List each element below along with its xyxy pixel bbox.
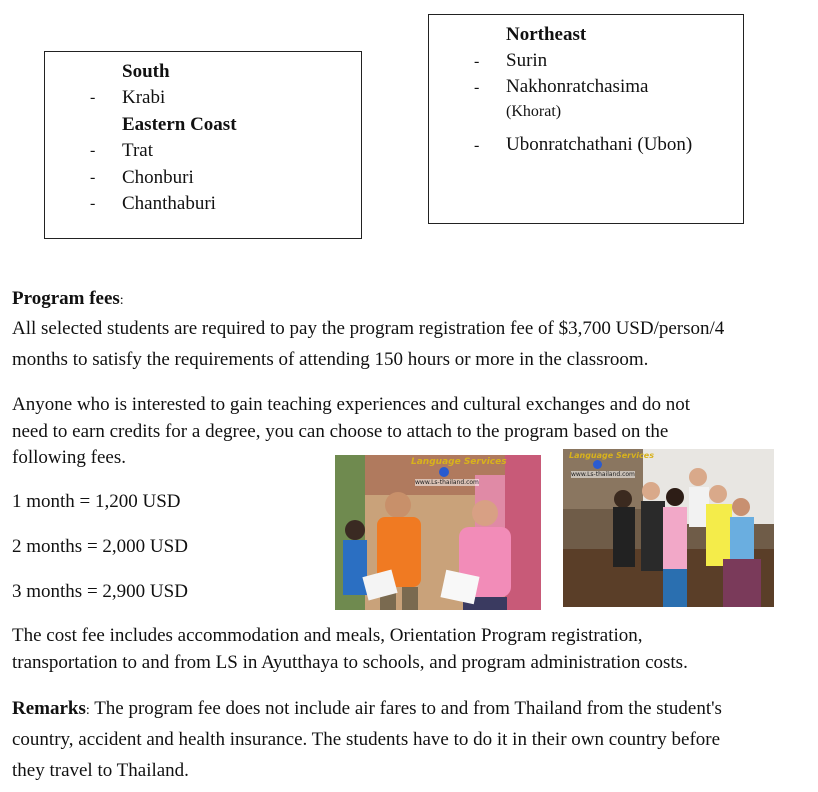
remarks-line-2: country, accident and health insurance. The students have to do it in their own country before [12, 729, 721, 750]
list-dash: - [90, 169, 96, 186]
program-fees-heading [12, 288, 124, 310]
list-dash: - [474, 53, 480, 70]
cost-line-1: The cost fee includes accommodation and meals, Orientation Program registration, [12, 625, 643, 646]
language-services-logo: Language Services [411, 457, 507, 467]
rate-3-months: 3 months = 2,900 USD [12, 581, 188, 602]
list-dash: - [90, 89, 96, 106]
fees-paragraph-line-2: months to satisfy the requirements of attending 150 hours or more in the classroom. [12, 349, 649, 370]
fees-paragraph-2-line-2: need to earn credits for a degree, you can choose to attach to the program based on the [12, 421, 669, 442]
northeast-item-nakhonratchasima: Nakhonratchasima [506, 76, 649, 97]
program-fees-colon: : [119, 293, 124, 308]
rate-1-month: 1 month = 1,200 USD [12, 491, 181, 512]
program-fees-label: Program fees [12, 288, 120, 309]
northeast-item-surin: Surin [506, 50, 548, 71]
fees-paragraph-line-1: All selected students are required to pay the program registration fee of $3,700 USD/person/4 [12, 318, 725, 339]
south-region-box [44, 51, 362, 239]
list-dash: - [90, 142, 96, 159]
remarks-label: Remarks [12, 698, 86, 719]
northeast-item-khorat: (Khorat) [506, 103, 562, 120]
remarks-line-1 [12, 698, 722, 720]
east-item-chanthaburi: Chanthaburi [122, 193, 216, 214]
northeast-region-box [428, 14, 744, 224]
south-item-krabi: Krabi [122, 87, 166, 108]
language-services-logo: Language Services [569, 451, 654, 460]
east-item-trat: Trat [122, 140, 153, 161]
fees-paragraph-2-line-1: Anyone who is interested to gain teaching experiences and cultural exchanges and do not [12, 394, 690, 415]
remarks-text-line-1: The program fee does not include air fares to and from Thailand from the student's [89, 698, 722, 719]
photo-group-students [563, 449, 774, 607]
remarks-colon: : [85, 703, 90, 718]
fees-paragraph-2-line-3: following fees. [12, 447, 126, 468]
list-dash: - [474, 137, 480, 154]
photo-students-microphone [335, 455, 541, 610]
rate-2-months: 2 months = 2,000 USD [12, 536, 188, 557]
south-heading: South [122, 61, 170, 82]
east-item-chonburi: Chonburi [122, 167, 194, 188]
logo-url: www.Ls-thailand.com [571, 471, 635, 478]
cost-line-2: transportation to and from LS in Ayutthaya to schools, and program administration costs. [12, 652, 688, 673]
logo-url: www.Ls-thailand.com [415, 479, 479, 486]
globe-icon [439, 467, 449, 477]
globe-icon [593, 460, 602, 469]
eastern-coast-heading: Eastern Coast [122, 114, 237, 135]
northeast-heading: Northeast [506, 24, 587, 45]
list-dash: - [90, 195, 96, 212]
remarks-line-3: they travel to Thailand. [12, 760, 189, 781]
list-dash: - [474, 79, 480, 96]
northeast-item-ubon: Ubonratchathani (Ubon) [506, 134, 693, 155]
